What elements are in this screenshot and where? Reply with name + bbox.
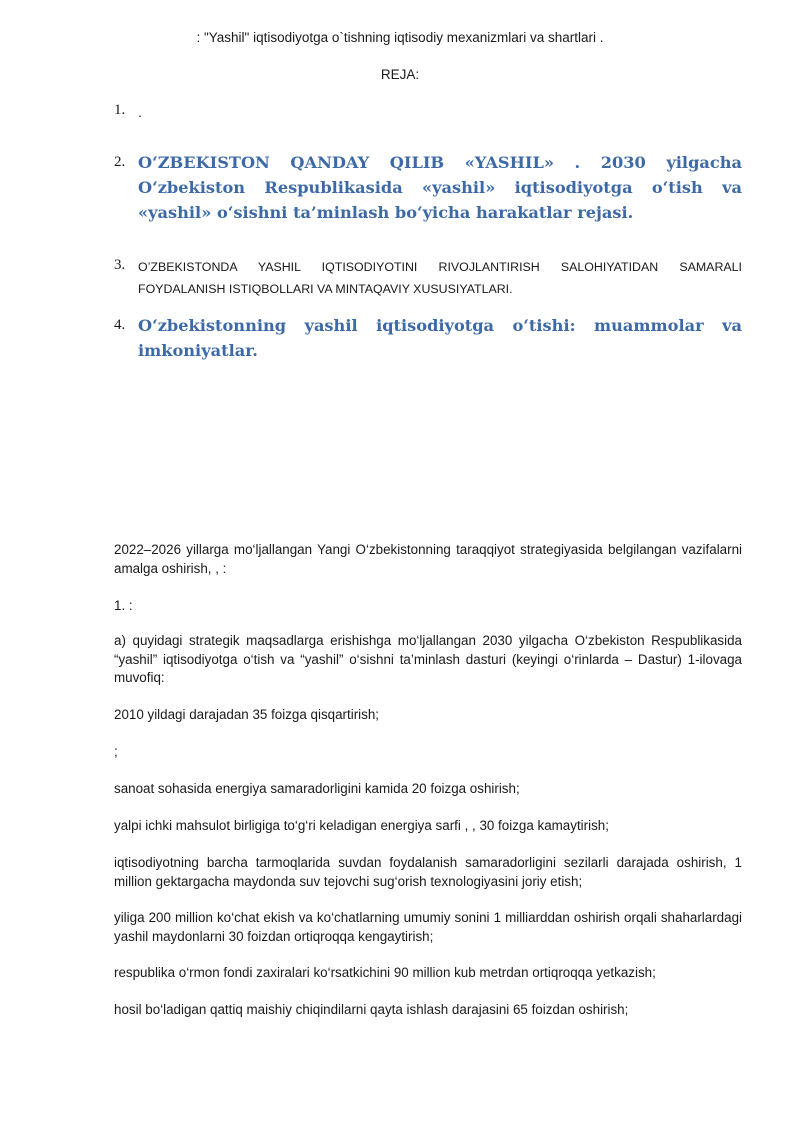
plan-item-heading: O‘ZBEKISTON QANDAY QILIB «YASHIL» . 2030 yilgacha O‘zbekiston Respublikasida «yashil» iqtisodiyotga o‘tish va «yashil» o‘sishni ta’minlash bo‘yicha harakatlar rejasi.	[138, 153, 742, 222]
plan-item-2	[114, 150, 742, 225]
paragraph: yalpi ichki mahsulot birligiga to‘g‘ri keladigan energiya sarfi , , 30 foizga kamaytirish;	[114, 818, 609, 833]
plan-title: REJA:	[380, 67, 420, 82]
plan-item-number: 3.	[114, 257, 126, 273]
plan-item-1	[114, 102, 742, 120]
paragraph: hosil bo‘ladigan qattiq maishiy chiqindilarni qayta ishlash darajasini 65 foizdan oshirish;	[114, 1002, 629, 1017]
paragraph: 2022–2026 yillarga mo‘ljallangan Yangi O‘zbekistonning taraqqiyot strategiyasida belgilangan vazifalarni amalga oshirish, , :	[114, 542, 742, 576]
plan-item-3	[114, 256, 742, 300]
paragraph: iqtisodiyotning barcha tarmoqlarida suvdan foydalanish samaradorligini sezilarli darajada oshirish, 1 million gektargacha maydonda suv tejovchi sug‘orish texnologiyasini joriy etish;	[114, 855, 742, 889]
plan-item-heading: O‘zbekistonning yashil iqtisodiyotga o‘tishi: muammolar va imkoniyatlar.	[138, 316, 742, 360]
paragraph: ;	[114, 744, 118, 759]
plan-item-text: .	[138, 104, 142, 120]
document-topic: : "Yashil" iqtisodiyotga o`tishning iqtisodiy mexanizmlari va shartlari .	[196, 30, 604, 45]
paragraph: yiliga 200 million ko‘chat ekish va ko‘chatlarning umumiy sonini 1 milliarddan oshirish orqali shaharlardagi yashil maydonlarni 30 foizdan ortiqroqqa kengaytirish;	[114, 910, 742, 944]
paragraph: respublika o‘rmon fondi zaxiralari ko‘rsatkichini 90 million kub metrdan ortiqroqqa yetkazish;	[114, 965, 656, 980]
plan-item-text: O’ZBEKISTONDA YASHIL IQTISODIYOTINI RIVOJLANTIRISH SALOHIYATIDAN SAMARALI FOYDALANISH ISTIQBOLLARI VA MINTAQAVIY XUSUSIYATLARI.	[138, 260, 742, 296]
paragraph: a) quyidagi strategik maqsadlarga erishishga mo‘ljallangan 2030 yilgacha O‘zbekiston Respublikasida “yashil” iqtisodiyotga o‘tish va “yashil” o‘sishni ta’minlash dasturi (keyingi o‘rinlarda – Dastur) 1-ilovaga muvofiq:	[114, 633, 742, 685]
plan-item-number: 2.	[114, 154, 126, 170]
plan-item-4	[114, 313, 742, 363]
paragraph: 2010 yildagi darajadan 35 foizga qisqartirish;	[114, 707, 380, 722]
paragraph: sanoat sohasida energiya samaradorligini kamida 20 foizga oshirish;	[114, 781, 520, 796]
plan-item-number: 4.	[114, 317, 126, 333]
paragraph: 1. :	[114, 598, 133, 613]
plan-item-number: 1.	[114, 102, 126, 118]
